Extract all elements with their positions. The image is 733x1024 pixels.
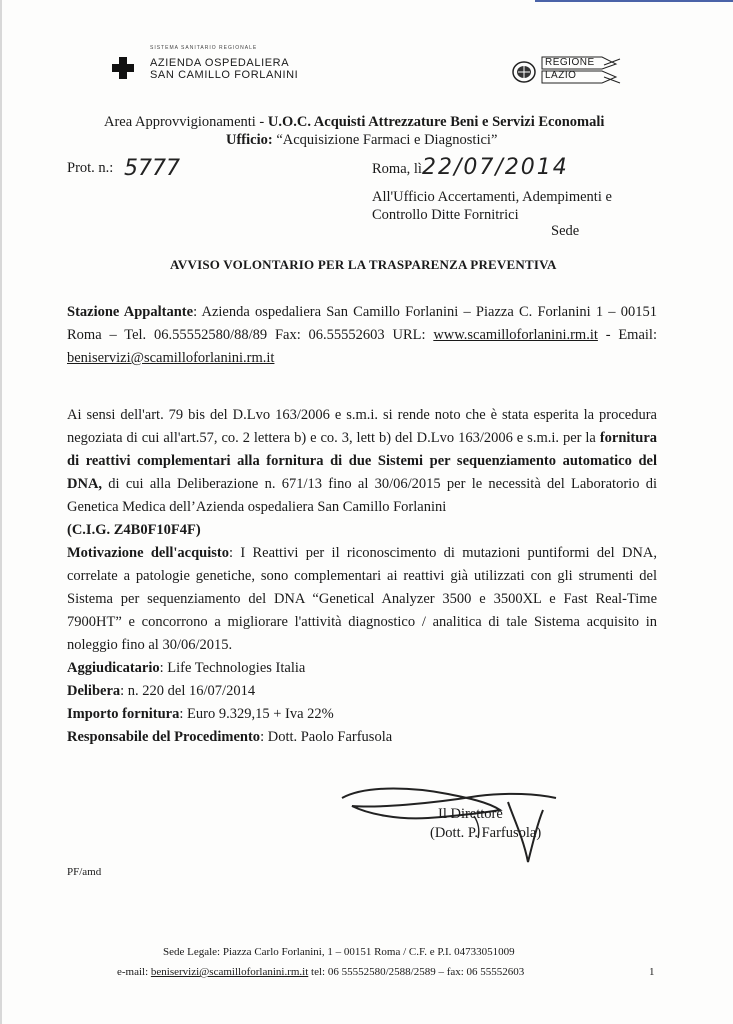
system-small-text: SISTEMA SANITARIO REGIONALE bbox=[150, 45, 258, 51]
org-name-line2: SAN CAMILLO FORLANINI bbox=[150, 69, 299, 81]
motivazione-label: Motivazione dell'acquisto bbox=[67, 545, 229, 561]
recipient-line2: Controllo Ditte Fornitrici bbox=[372, 207, 519, 223]
initials: PF/amd bbox=[67, 866, 102, 878]
ufficio-label: Ufficio: bbox=[226, 132, 273, 148]
stazione-appaltante-paragraph bbox=[67, 301, 657, 370]
email-label: - Email: bbox=[597, 327, 657, 343]
area-prefix: Area Approvvigionamenti - bbox=[104, 114, 268, 130]
email-link[interactable]: beniservizi@scamilloforlanini.rm.it bbox=[67, 350, 275, 366]
aggiudicatario-label: Aggiudicatario bbox=[67, 660, 160, 676]
recipient-sede: Sede bbox=[551, 223, 580, 239]
footer-email-label: e-mail: bbox=[117, 966, 151, 978]
document-title: AVVISO VOLONTARIO PER LA TRASPARENZA PREVENTIVA bbox=[170, 257, 557, 272]
region-name-line2: LAZIO bbox=[545, 70, 577, 81]
date-label: Roma, lì bbox=[372, 161, 422, 177]
importo-value: : Euro 9.329,15 + Iva 22% bbox=[179, 706, 334, 722]
ufficio-value: “Acquisizione Farmaci e Diagnostici” bbox=[272, 132, 498, 148]
body-intro-cont: di cui alla Deliberazione n. 671/13 fino al 30/06/2015 per le necessità del Laboratorio di Genetica Medica dell’Azienda ospedaliera San Camillo Forlanini bbox=[67, 476, 657, 515]
motivazione-text: : I Reattivi per il riconoscimento di mutazioni puntiformi del DNA, correlate a patologie genetiche, sono complementari ai reattivi già utilizzati con gli strumenti del Sistema per sequenziamento del DNA “Genetical Analyzer 3500 e 3500XL e Fast Real-Time 7900HT” e concorrono a migliorare l'attività diagnostico / analitica di tale Sistema acquisito in noleggio fino al 30/06/2015. bbox=[67, 545, 657, 653]
signature-name: (Dott. P. Farfusola) bbox=[430, 825, 542, 841]
office-area-heading bbox=[104, 114, 664, 131]
recipient-line1: All'Ufficio Accertamenti, Adempimenti e bbox=[372, 189, 612, 205]
signature-title: Il Direttore bbox=[438, 806, 503, 822]
footer-email-link[interactable]: beniservizi@scamilloforlanini.rm.it bbox=[150, 966, 309, 978]
aggiudicatario-value: : Life Technologies Italia bbox=[159, 660, 306, 676]
footer-contacts bbox=[117, 966, 524, 978]
delibera-label: Delibera bbox=[67, 683, 121, 699]
protocol-label: Prot. n.: bbox=[67, 160, 114, 176]
importo-label: Importo fornitura bbox=[67, 706, 180, 722]
footer-phone-fax: tel: 06 55552580/2588/2589 – fax: 06 55552603 bbox=[308, 966, 525, 978]
top-edge-line bbox=[535, 0, 733, 2]
protocol-number-handwritten: 5777 bbox=[124, 156, 180, 181]
page-number: 1 bbox=[649, 966, 655, 978]
stazione-label: Stazione Appaltante bbox=[67, 304, 194, 320]
scan-left-edge bbox=[0, 0, 2, 1024]
cig-code: (C.I.G. Z4B0F10F4F) bbox=[67, 522, 201, 538]
office-ufficio-line bbox=[226, 132, 497, 149]
red-cross-logo-icon bbox=[112, 57, 134, 79]
delibera-value: : n. 220 del 16/07/2014 bbox=[120, 683, 256, 699]
responsabile-value: : Dott. Paolo Farfusola bbox=[260, 729, 393, 745]
regione-emblem-icon bbox=[512, 60, 536, 84]
org-name-line1: AZIENDA OSPEDALIERA bbox=[150, 57, 290, 69]
region-name-line1: REGIONE bbox=[545, 57, 595, 68]
fornitura-subject: fornitura di reattivi complementari alla fornitura di due Sistemi per sequenziamento automatico del DNA, bbox=[67, 430, 657, 492]
responsabile-label: Responsabile del Procedimento bbox=[67, 729, 261, 745]
area-uoc: U.O.C. Acquisti Attrezzature Beni e Servizi Economali bbox=[267, 114, 605, 130]
date-handwritten: 22/07/2014 bbox=[422, 155, 569, 180]
stazione-text: : Azienda ospedaliera San Camillo Forlanini – Piazza C. Forlanini 1 – 00151 Roma – Tel. 06.55552580/88/89 Fax: 06.55552603 URL: bbox=[67, 304, 658, 343]
main-body bbox=[67, 404, 657, 749]
footer-legal-address: Sede Legale: Piazza Carlo Forlanini, 1 – 00151 Roma / C.F. e P.I. 04733051009 bbox=[163, 946, 515, 958]
website-link[interactable]: www.scamilloforlanini.rm.it bbox=[433, 327, 598, 343]
body-intro: Ai sensi dell'art. 79 bis del D.Lvo 163/2006 e s.m.i. si rende noto che è stata esperita la procedura negoziata di cui all'art.57, co. 2 lettera b) e co. 3, lett b) del D.Lvo 163/2006 e s.m.i. per la bbox=[67, 407, 657, 446]
